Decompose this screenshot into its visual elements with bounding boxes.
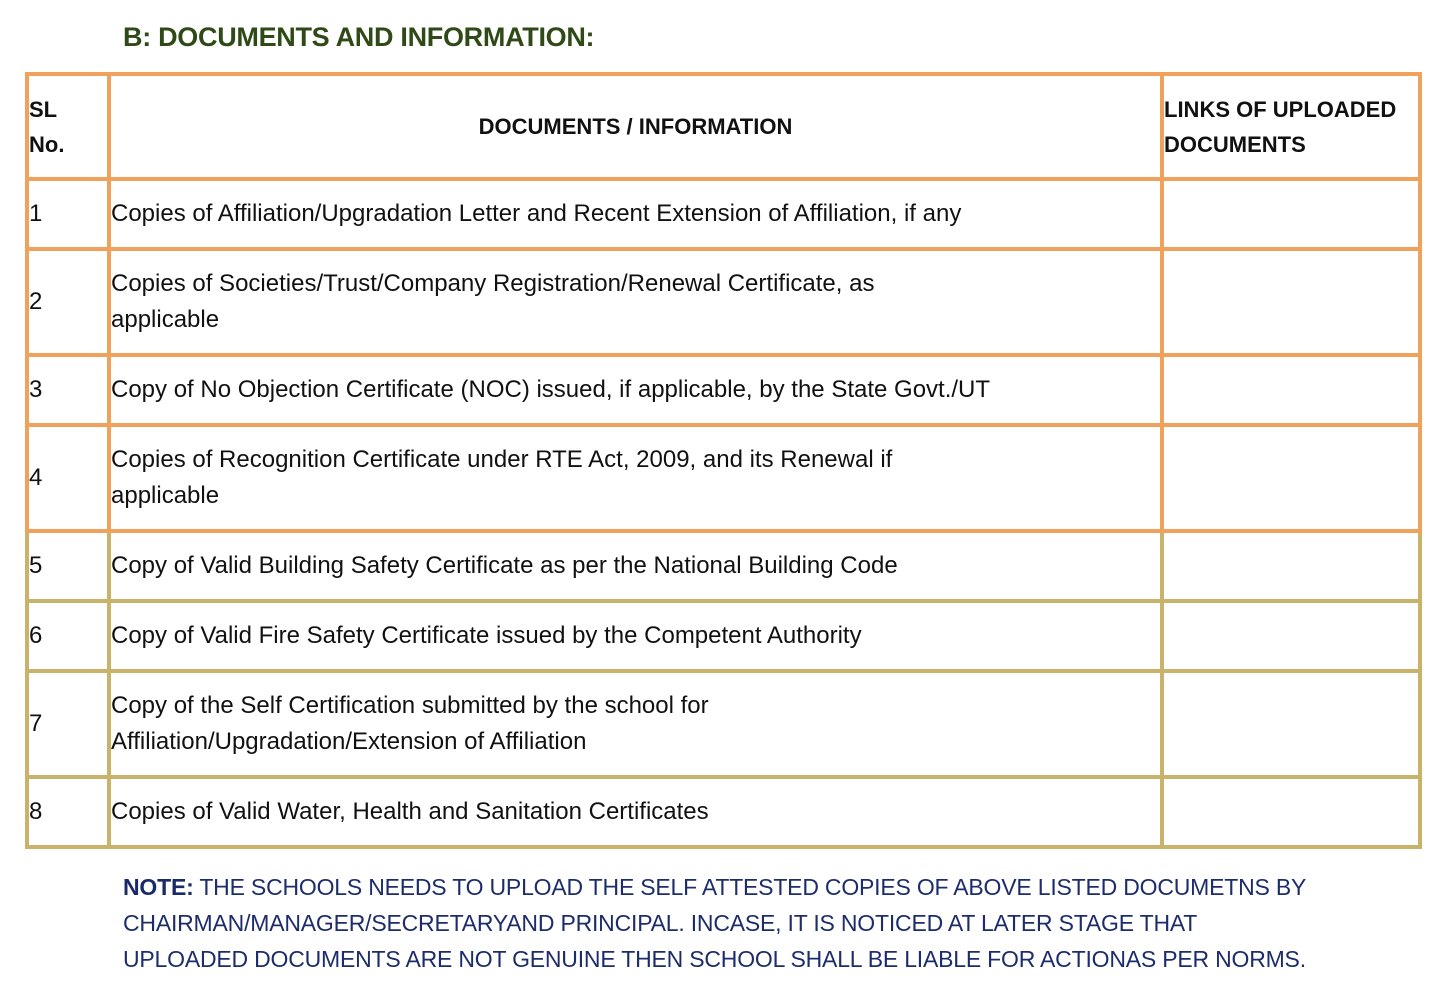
- link-cell[interactable]: [1162, 179, 1420, 249]
- section-title: B: DOCUMENTS AND INFORMATION:: [123, 22, 595, 52]
- header-documents: DOCUMENTS / INFORMATION: [109, 74, 1162, 179]
- table-header-row: [27, 74, 1420, 179]
- link-cell[interactable]: [1162, 531, 1420, 601]
- document-text-line1: Copy of the Self Certification submitted by the school for: [111, 692, 709, 719]
- sl-cell: 3: [27, 355, 109, 425]
- link-cell[interactable]: [1162, 425, 1420, 531]
- header-links: [1162, 74, 1420, 179]
- link-cell[interactable]: [1162, 601, 1420, 671]
- document-text-line2: applicable: [111, 482, 220, 509]
- table-row: [27, 601, 1420, 671]
- document-text: Copy of Valid Building Safety Certificate as per the National Building Code: [111, 552, 898, 579]
- table-row: [27, 355, 1420, 425]
- table-row: [27, 249, 1420, 355]
- note-text-line2: CHAIRMAN/MANAGER/SECRETARYAND PRINCIPAL. INCASE, IT IS NOTICED AT LATER STAGE THAT: [123, 910, 1198, 936]
- document-cell: [109, 355, 1162, 425]
- link-cell[interactable]: [1162, 777, 1420, 847]
- header-links-line1: LINKS OF UPLOADED: [1164, 96, 1397, 122]
- note-text-line3: UPLOADED DOCUMENTS ARE NOT GENUINE THEN SCHOOL SHALL BE LIABLE FOR ACTIONAS PER NORMS.: [123, 946, 1306, 972]
- sl-cell: 6: [27, 601, 109, 671]
- header-sl-line1: SL: [29, 96, 58, 122]
- document-text-line2: Affiliation/Upgradation/Extension of Affiliation: [111, 728, 587, 755]
- note-paragraph: [123, 869, 1323, 977]
- document-cell: [109, 671, 1162, 777]
- document-cell: [109, 425, 1162, 531]
- document-text-line1: Copies of Societies/Trust/Company Registration/Renewal Certificate, as: [111, 270, 875, 297]
- sl-cell: 7: [27, 671, 109, 777]
- sl-cell: 4: [27, 425, 109, 531]
- note-text-line1: THE SCHOOLS NEEDS TO UPLOAD THE SELF ATTESTED COPIES OF ABOVE LISTED DOCUMETNS BY: [193, 874, 1307, 900]
- document-cell: [109, 531, 1162, 601]
- document-text: Copy of Valid Fire Safety Certificate issued by the Competent Authority: [111, 622, 862, 649]
- table-row: [27, 425, 1420, 531]
- table-row: [27, 179, 1420, 249]
- header-sl-no: [27, 74, 109, 179]
- note-label: NOTE:: [123, 874, 194, 900]
- document-cell: [109, 601, 1162, 671]
- sl-cell: 2: [27, 249, 109, 355]
- header-links-line2: DOCUMENTS: [1164, 131, 1306, 157]
- header-sl-line2: No.: [29, 131, 65, 157]
- table-row: [27, 777, 1420, 847]
- link-cell[interactable]: [1162, 671, 1420, 777]
- document-text-line2: applicable: [111, 306, 220, 333]
- document-cell: [109, 777, 1162, 847]
- sl-cell: 5: [27, 531, 109, 601]
- table-row: [27, 531, 1420, 601]
- document-text: Copy of No Objection Certificate (NOC) issued, if applicable, by the State Govt./UT: [111, 376, 991, 403]
- link-cell[interactable]: [1162, 355, 1420, 425]
- documents-table: [25, 72, 1422, 849]
- document-text-line1: Copies of Recognition Certificate under RTE Act, 2009, and its Renewal if: [111, 446, 893, 473]
- document-text: Copies of Affiliation/Upgradation Letter and Recent Extension of Affiliation, if any: [111, 200, 962, 227]
- document-cell: [109, 179, 1162, 249]
- table-row: [27, 671, 1420, 777]
- document-text: Copies of Valid Water, Health and Sanitation Certificates: [111, 798, 709, 825]
- sl-cell: 1: [27, 179, 109, 249]
- link-cell[interactable]: [1162, 249, 1420, 355]
- document-cell: [109, 249, 1162, 355]
- sl-cell: 8: [27, 777, 109, 847]
